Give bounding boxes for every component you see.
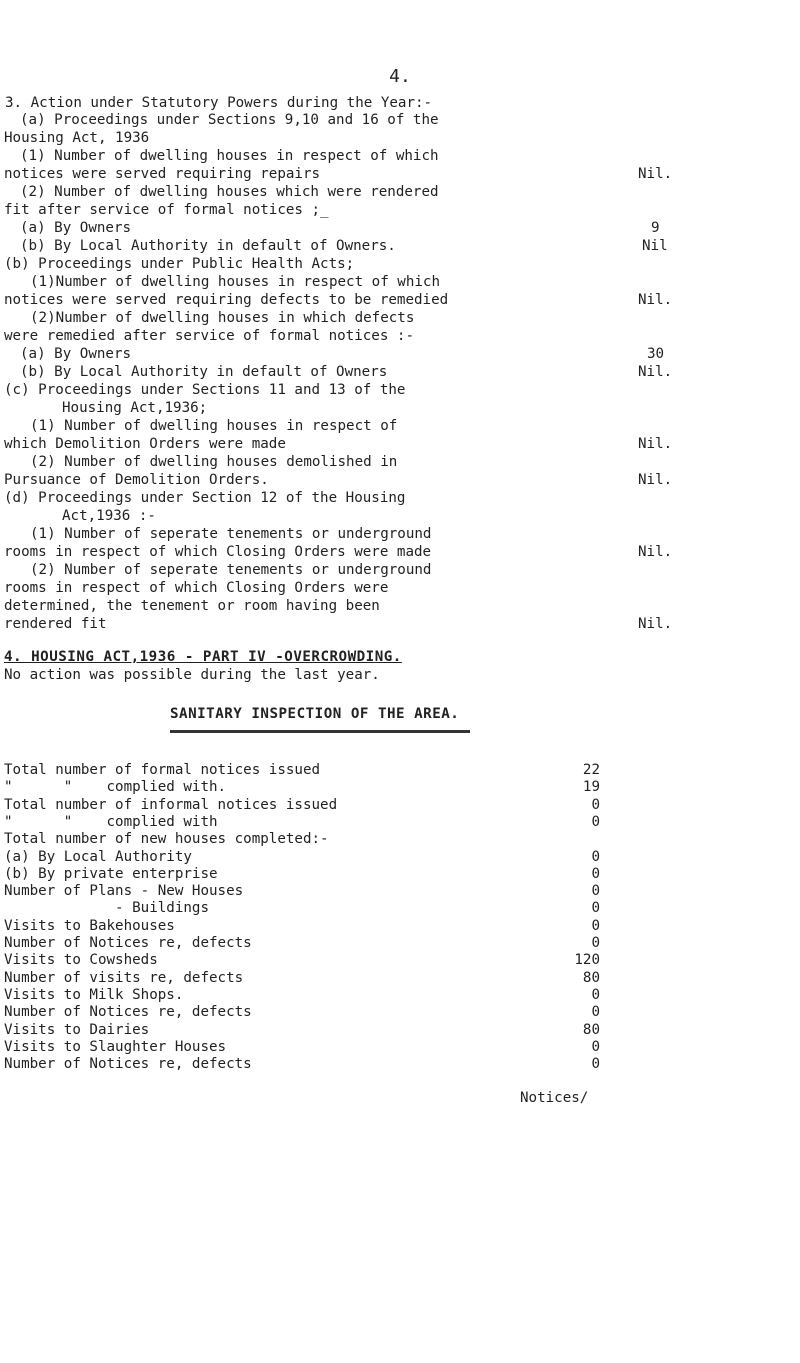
item-a2b-text: (b) By Local Authority in default of Owners. [20,238,396,254]
item-a2a-value: 9 [651,220,660,236]
sanitary-row-label: - Buildings [4,900,209,916]
item-d1-text-cont: rooms in respect of which Closing Orders were made [4,544,432,560]
sanitary-row-value: 0 [591,987,600,1003]
continuation-text: Notices/ [520,1090,589,1106]
item-a1-text: (1) Number of dwelling houses in respect of which [20,148,439,164]
item-a1-text-cont: notices were served requiring repairs [4,166,321,182]
item-c2-text: (2) Number of dwelling houses demolished in [30,454,398,470]
sanitary-row-label: Number of Notices re, defects [4,1056,252,1072]
item-d2-text-cont: rooms in respect of which Closing Orders were [4,580,389,596]
sanitary-row-value: 0 [591,1004,600,1020]
section-3-title: 3. Action under Statutory Powers during the Year:- [5,95,433,111]
sanitary-row-value: 0 [591,849,600,865]
item-a2b-value: Nil [642,238,668,254]
item-c1-text-cont: which Demolition Orders were made [4,436,286,452]
sanitary-row-label: Number of Notices re, defects [4,1004,252,1020]
sanitary-row-label: Visits to Milk Shops. [4,987,184,1003]
item-a1-value: Nil. [638,166,673,182]
item-b2a-text: (a) By Owners [20,346,132,362]
item-b1-value: Nil. [638,292,673,308]
section-4-text: No action was possible during the last year. [4,667,380,683]
sanitary-row-label: Number of Notices re, defects [4,935,252,951]
sanitary-row-label: Total number of formal notices issued [4,762,321,778]
sanitary-row-value: 0 [591,1056,600,1072]
sanitary-row-label: Visits to Cowsheds [4,952,158,968]
item-b1-text-cont: notices were served requiring defects to be remedied [4,292,449,308]
sanitary-row-value: 22 [582,762,600,778]
item-c1-text: (1) Number of dwelling houses in respect of [30,418,398,434]
item-b2-text-cont: were remedied after service of formal notices :- [4,328,414,344]
sanitary-row-value: 120 [574,952,600,968]
sanitary-row-label: Number of visits re, defects [4,970,244,986]
sanitary-row-label: " " complied with [4,814,218,830]
item-c1-value: Nil. [638,436,673,452]
subsection-a-title: (a) Proceedings under Sections 9,10 and 16 of the [20,112,439,128]
item-d2-value: Nil. [638,616,673,632]
sanitary-row-label: Total number of new houses completed:- [4,831,329,847]
sanitary-row-value: 0 [591,866,600,882]
item-b2a-value: 30 [647,346,665,362]
item-b2b-text: (b) By Local Authority in default of Owners [20,364,388,380]
item-a2-text: (2) Number of dwelling houses which were rendered [20,184,439,200]
item-d2-text: (2) Number of seperate tenements or underground [30,562,432,578]
subsection-c-title-cont: Housing Act,1936; [62,400,208,416]
sanitary-row-value: 0 [591,814,600,830]
heading-rule [170,730,470,733]
item-d2-text-cont3: rendered fit [4,616,107,632]
sanitary-row-value: 19 [582,779,600,795]
sanitary-row-label: Total number of informal notices issued [4,797,338,813]
item-c2-value: Nil. [638,472,673,488]
sanitary-row-value: 0 [591,918,600,934]
page-number: 4. [389,66,411,87]
item-d1-text: (1) Number of seperate tenements or underground [30,526,432,542]
subsection-a-title-cont: Housing Act, 1936 [4,130,150,146]
item-b1-text: (1)Number of dwelling houses in respect of which [30,274,440,290]
item-b2b-value: Nil. [638,364,673,380]
sanitary-row-label: Visits to Slaughter Houses [4,1039,227,1055]
sanitary-heading: SANITARY INSPECTION OF THE AREA. [170,706,460,722]
item-d1-value: Nil. [638,544,673,560]
subsection-d-title: (d) Proceedings under Section 12 of the Housing [4,490,406,506]
item-a2-text-cont: fit after service of formal notices ;_ [4,202,329,218]
sanitary-row-value: 80 [582,1022,600,1038]
sanitary-row-value: 0 [591,900,600,916]
sanitary-row-value: 0 [591,883,600,899]
subsection-b-title: (b) Proceedings under Public Health Acts; [4,256,355,272]
subsection-d-title-cont: Act,1936 :- [62,508,156,524]
item-a2a-text: (a) By Owners [20,220,132,236]
item-c2-text-cont: Pursuance of Demolition Orders. [4,472,269,488]
sanitary-row-value: 0 [591,935,600,951]
subsection-c-title: (c) Proceedings under Sections 11 and 13 of the [4,382,406,398]
sanitary-row-label: Number of Plans - New Houses [4,883,244,899]
section-4-title: 4. HOUSING ACT,1936 - PART IV -OVERCROWDING. [4,649,402,665]
sanitary-row-label: (a) By Local Authority [4,849,192,865]
item-d2-text-cont2: determined, the tenement or room having been [4,598,380,614]
item-b2-text: (2)Number of dwelling houses in which defects [30,310,415,326]
sanitary-row-value: 0 [591,1039,600,1055]
sanitary-row-value: 0 [591,797,600,813]
sanitary-row-value: 80 [582,970,600,986]
sanitary-row-label: Visits to Bakehouses [4,918,175,934]
sanitary-row-label: " " complied with. [4,779,227,795]
sanitary-row-label: (b) By private enterprise [4,866,218,882]
sanitary-row-label: Visits to Dairies [4,1022,150,1038]
